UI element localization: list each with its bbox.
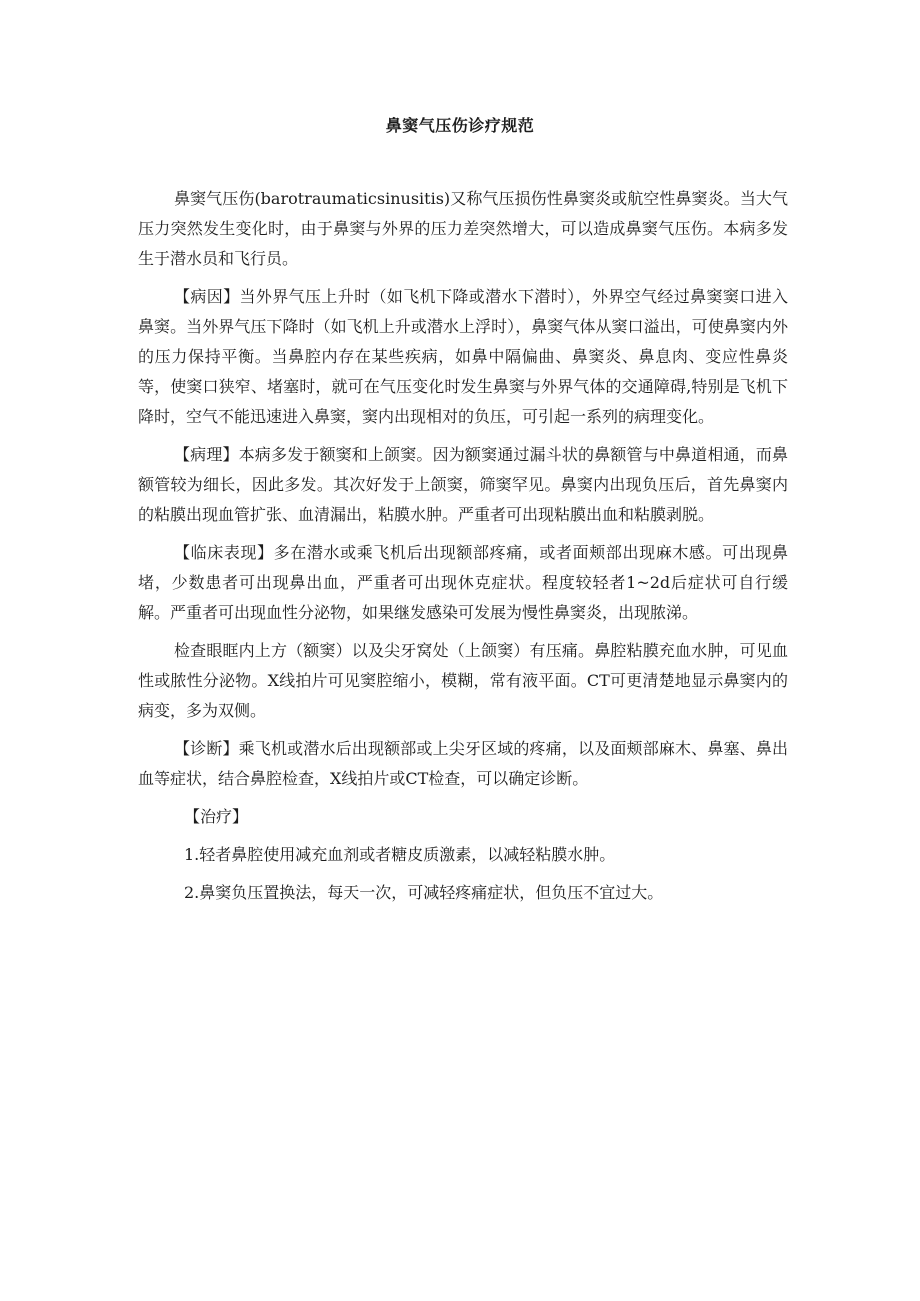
diagnosis-paragraph: 【诊断】乘飞机或潜水后出现额部或上尖牙区域的疼痛，以及面颊部麻木、鼻塞、鼻出血等症状，结合鼻腔检查，X线拍片或CT检查，可以确定诊断。 xyxy=(138,739,788,788)
treatment-item-1: 1.轻者鼻腔使用减充血剂或者糖皮质激素，以减轻粘膜水肿。 xyxy=(184,845,616,864)
treatment-item-2: 2.鼻窦负压置换法，每天一次，可减轻疼痛症状，但负压不宜过大。 xyxy=(184,883,664,902)
pathology-paragraph: 【病理】本病多发于额窦和上颌窦。因为额窦通过漏斗状的鼻额管与中鼻道相通，而鼻额管较为细长，因此多发。其次好发于上颌窦，筛窦罕见。鼻窦内出现负压后，首先鼻窦内的粘膜出现血管扩张、血清漏出，粘膜水肿。严重者可出现粘膜出血和粘膜剥脱。 xyxy=(138,445,788,524)
clinical-presentation-paragraph: 【临床表现】多在潜水或乘飞机后出现额部疼痛，或者面颊部出现麻木感。可出现鼻堵，少数患者可出现鼻出血，严重者可出现休克症状。程度较轻者1~2d后症状可自行缓解。严重者可出现血性分泌物，如果继发感染可发展为慢性鼻窦炎，出现脓涕。 xyxy=(138,543,788,622)
document-body xyxy=(138,184,788,908)
examination-paragraph: 检查眼眶内上方（额窦）以及尖牙窝处（上颌窦）有压痛。鼻腔粘膜充血水肿，可见血性或脓性分泌物。X线拍片可见窦腔缩小，模糊，常有液平面。CT可更清楚地显示鼻窦内的病变，多为双侧。 xyxy=(138,641,788,720)
intro-paragraph: 鼻窦气压伤(barotraumaticsinusitis)又称气压损伤性鼻窦炎或航空性鼻窦炎。当大气压力突然发生变化时，由于鼻窦与外界的压力差突然增大，可以造成鼻窦气压伤。本病多发生于潜水员和飞行员。 xyxy=(138,189,788,268)
etiology-paragraph: 【病因】当外界气压上升时（如飞机下降或潜水下潜时），外界空气经过鼻窦窦口进入鼻窦。当外界气压下降时（如飞机上升或潜水上浮时），鼻窦气体从窦口溢出，可使鼻窦内外的压力保持平衡。当鼻腔内存在某些疾病，如鼻中隔偏曲、鼻窦炎、鼻息肉、变应性鼻炎等，使窦口狭窄、堵塞时，就可在气压变化时发生鼻窦与外界气体的交通障碍,特别是飞机下降时，空气不能迅速进入鼻窦，窦内出现相对的负压，可引起一系列的病理变化。 xyxy=(138,287,788,426)
treatment-heading: 【治疗】 xyxy=(184,807,249,826)
document-title: 鼻窦气压伤诊疗规范 xyxy=(385,116,535,135)
